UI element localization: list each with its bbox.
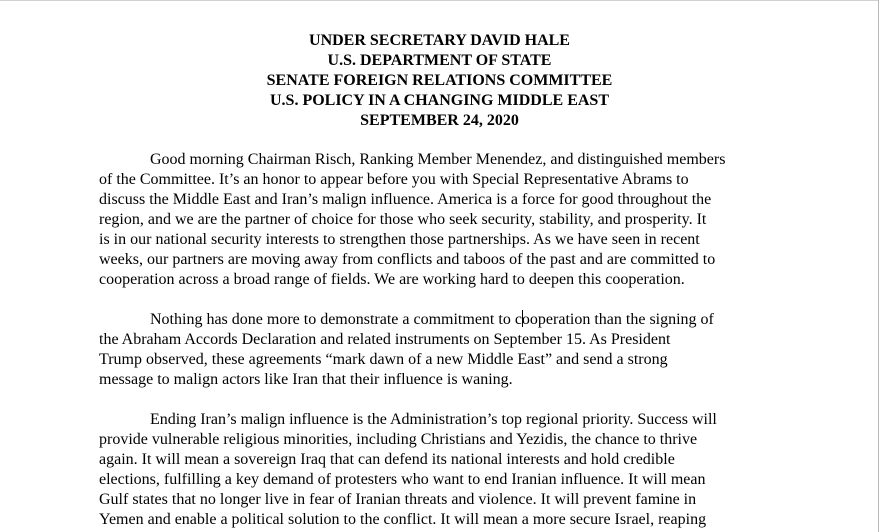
document-body[interactable] [99, 150, 779, 532]
text-line: weeks, our partners are moving away from conflicts and taboos of the past and are committed to [99, 251, 716, 268]
text-line: discuss the Middle East and Iran’s malign influence. America is a force for good throughout the [99, 191, 712, 208]
text-line: Gulf states that no longer live in fear of Iranian threats and violence. It will prevent famine in [99, 491, 697, 508]
header-date: SEPTEMBER 24, 2020 [360, 112, 519, 129]
text-before-caret: Nothing has done more to demonstrate a commitment to c [150, 311, 522, 328]
page-top-border [0, 0, 879, 1]
header-department: U.S. DEPARTMENT OF STATE [327, 52, 552, 69]
header-topic: U.S. POLICY IN A CHANGING MIDDLE EAST [269, 92, 609, 109]
paragraph-1 [99, 150, 779, 290]
header-name: UNDER SECRETARY DAVID HALE [309, 32, 570, 49]
paragraph-3 [99, 410, 779, 530]
text-line: message to malign actors like Iran that their influence is waning. [99, 371, 513, 388]
text-line: of the Committee. It’s an honor to appear before you with Special Representative Abrams to [99, 171, 689, 188]
text-line: region, and we are the partner of choice for those who seek security, stability, and prosperity. It [99, 211, 707, 228]
text-line: Good morning Chairman Risch, Ranking Member Menendez, and distinguished members [150, 151, 726, 168]
text-line: Trump observed, these agreements “mark dawn of a new Middle East” and send a strong [99, 351, 668, 368]
text-line: the Abraham Accords Declaration and related instruments on September 15. As President [99, 331, 671, 348]
text-line: provide vulnerable religious minorities, including Christians and Yezidis, the chance to thrive [99, 431, 698, 448]
text-line: again. It will mean a sovereign Iraq that can defend its national interests and hold credible [99, 451, 675, 468]
text-line: elections, fulfilling a key demand of protesters who want to end Iranian influence. It will mean [99, 471, 706, 488]
paragraph-2 [99, 310, 779, 390]
text-after-caret: ooperation than the signing of [521, 311, 714, 328]
document-header [0, 31, 879, 131]
text-line: Ending Iran’s malign influence is the Administration’s top regional priority. Success will [150, 411, 717, 428]
text-line: Yemen and enable a political solution to the conflict. It will mean a more secure Israel, reaping [99, 511, 707, 528]
text-line-with-caret [99, 310, 779, 330]
text-line: cooperation across a broad range of fields. We are working hard to deepen this cooperation. [99, 271, 685, 288]
text-line: is in our national security interests to strengthen those partnerships. As we have seen in recent [99, 231, 700, 248]
header-committee: SENATE FOREIGN RELATIONS COMMITTEE [266, 72, 613, 89]
